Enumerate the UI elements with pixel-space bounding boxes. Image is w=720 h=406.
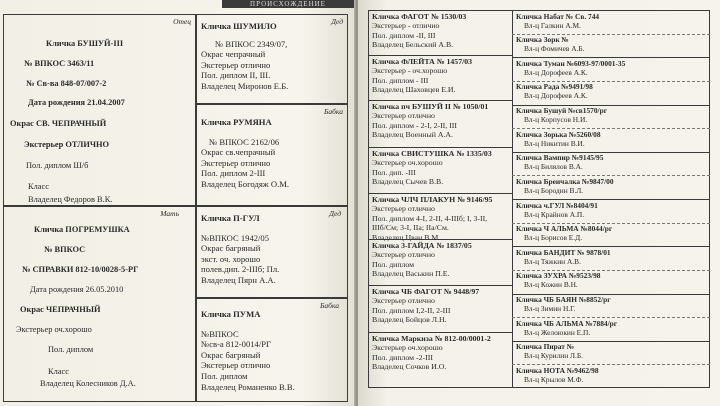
great-grandparent-line: IIIб/См; 3-I, IIа; IIа/См. — [372, 223, 449, 233]
great-great-grandparent-line: Кличка Рада №9491/98 — [516, 82, 593, 92]
row-divider — [368, 147, 512, 148]
gm1-line: Владелец Богодяж О.М. — [201, 178, 290, 189]
great-great-grandparent-line: Кличка НОТА №9462/98 — [516, 365, 599, 375]
great-great-grandparent-card — [516, 59, 706, 81]
father-sv: № Св-ва 848-07/007-2 — [26, 79, 107, 88]
section-title: ПРОИСХОЖДЕНИЕ — [222, 0, 354, 8]
gf2-line: Владелец Пярн А.А. — [201, 274, 276, 285]
great-grandparent-line: Экстерьер отлично — [372, 111, 435, 121]
mother-diploma: Пол. диплом — [48, 345, 94, 354]
gm1-line: Пол. диплом 2-III — [201, 168, 266, 179]
gm1-line: Кличка РУМЯНА — [201, 117, 272, 127]
row-divider — [368, 285, 512, 286]
great-great-grandparent-card — [516, 82, 706, 104]
row-divider — [368, 332, 512, 333]
gf1-line: № ВПКОС 2349/07, — [215, 38, 288, 49]
grandfather-maternal-role: Дед — [329, 209, 341, 218]
great-great-grandparent-line: Кличка Пират № — [516, 342, 575, 352]
gf2-line: Окрас багряный — [201, 243, 261, 254]
great-grandparent-card — [372, 195, 510, 242]
great-great-grandparent-card — [516, 295, 706, 317]
great-grandparent-line: Владелец Сычев В.В. — [372, 177, 444, 187]
gf1-line: Владелец Миронов Е.Б. — [201, 80, 289, 91]
grandmother-maternal-card — [196, 298, 348, 402]
mother-name: Кличка ПОГРЕМУШКА — [34, 225, 130, 234]
great-grandparent-line: Кличка ЧБ ФАГОТ № 9448/97 — [372, 287, 480, 296]
great-great-grandparent-line: Кличка ч.ГУЛ №8404/91 — [516, 200, 598, 210]
gm2-line: Окрас багряный — [201, 349, 261, 360]
great-grandparent-line: Владелец Бойцов Л.Н. — [372, 315, 447, 325]
mother-owner: Владелец Колесников Д.А. — [40, 379, 136, 388]
great-grandparent-line: Кличка 3-ГАЙДА № 1837/05 — [372, 241, 472, 250]
father-card — [3, 14, 196, 206]
great-great-grandparent-line: Вл-ц Желоюкин Е.П. — [524, 327, 591, 337]
grandmother-paternal-card — [196, 104, 348, 206]
mother-sv: № СПРАВКИ 812-10/0028-5-РГ — [22, 265, 139, 274]
gm1-line: Экстерьер отлично — [201, 157, 271, 168]
great-great-grandparent-line: Вл-ц Галкин А.М. — [524, 20, 581, 30]
great-great-grandparent-card — [516, 12, 706, 34]
great-grandparent-line: Кличка ФАГОТ № 1530/03 — [372, 12, 467, 21]
father-owner: Владелец Федоров В.К. — [28, 195, 113, 204]
great-grandparent-line: Пол. дип. -III — [372, 167, 416, 177]
great-grandparent-line: Владелец Васькин П.Е. — [372, 269, 450, 279]
mother-class: Класс — [48, 367, 69, 376]
great-grandparent-line: Владелец Военный А.А. — [372, 130, 453, 140]
great-great-grandparent-line: Вл-ц Дорофеев А.К. — [524, 91, 588, 101]
great-grandparent-line: Владелец Сочков И.О. — [372, 362, 447, 372]
gm2-line: Кличка ПУМА — [201, 309, 261, 319]
great-great-grandparent-line: Кличка Бушуй №св1570/рг — [516, 106, 608, 115]
great-great-grandparent-line: Кличка Набат № Св. 744 — [516, 11, 600, 21]
great-great-grandparent-line: Вл-ц Тяжкин А.В. — [524, 256, 581, 266]
row-divider — [368, 55, 512, 56]
great-great-grandparent-card — [516, 319, 706, 341]
great-great-grandparent-card — [516, 342, 706, 364]
great-great-grandparent-line: Кличка Вампир №9145/95 — [516, 153, 604, 163]
great-great-grandparent-line: Кличка ЧБ АЛЬМА №7884/рг — [516, 318, 618, 328]
great-great-grandparent-line: Кличка ЗУХРА №9523/98 — [516, 271, 601, 281]
father-exterior: Экстерьер ОТЛИЧНО — [24, 140, 110, 149]
great-great-grandparent-line: Вл-ц Билялов В.А. — [524, 162, 583, 172]
great-grandparent-line: Экстерьер отлично — [372, 250, 435, 260]
great-grandparent-line: Пол. диплом 4-I, 2-II, 4-IIIб; I, 3-II, — [372, 213, 488, 223]
great-great-grandparent-line: Кличка Зорька №5260/08 — [516, 129, 601, 139]
great-grandparent-line: Владелец Цван В.М. — [372, 232, 441, 242]
grandmother-maternal-role: Бабка — [319, 301, 339, 310]
great-great-grandparent-card — [516, 35, 706, 57]
great-grandparent-line: Экстерьер - отлично — [372, 21, 440, 31]
great-great-grandparent-line: Вл-ц Борисов Е.Д. — [524, 233, 583, 243]
great-great-grandparent-line: Кличка Бренчалка №9847/00 — [516, 176, 614, 186]
mother-card — [3, 206, 196, 402]
father-class: Класс — [28, 182, 49, 191]
great-grandparent-line: Кличка Маркиза № 812-00/0001-2 — [372, 334, 491, 343]
gf2-line: №ВПКОС 1942/05 — [201, 232, 270, 243]
father-dob: Дата рождения 21.04.2007 — [28, 98, 125, 107]
great-great-grandparent-card — [516, 366, 706, 388]
gf2-line: полев.дип. 2-IIIб; Пл. — [201, 264, 280, 275]
great-grandparent-line: Владелец Шаховцев Е.И. — [372, 85, 456, 95]
great-grandparent-line: Экстерьер отлично — [372, 204, 435, 214]
great-great-grandparent-line: Вл-ц Бородин В.Л. — [524, 185, 584, 195]
great-great-grandparent-line: Кличка Зорк № — [516, 35, 569, 45]
great-great-grandparent-card — [516, 224, 706, 246]
great-great-grandparent-line: Кличка БАНДИТ № 9878/01 — [516, 247, 611, 257]
great-grandparent-line: Экстерьер - оч.хорошо — [372, 66, 448, 76]
great-great-grandparent-card — [516, 201, 706, 223]
gm2-line: Пол. диплом — [201, 370, 248, 381]
great-great-grandparent-line: Вл-ц Никитин В.И. — [524, 138, 585, 148]
father-color: Окрас СВ. ЧЕПРАЧНЫЙ — [10, 119, 107, 128]
great-great-grandparent-card — [516, 271, 706, 293]
gm1-line: № ВПКОС 2162/06 — [209, 136, 280, 147]
grandfather-maternal-card — [196, 206, 348, 298]
right-page — [358, 0, 720, 406]
great-grandparent-card — [372, 149, 510, 192]
grandfather-paternal-role: Дед — [331, 17, 343, 26]
great-grandparent-line: Пол. диплом - III — [372, 75, 429, 85]
father-diploma: Пол. диплом Ш/б — [26, 161, 89, 170]
great-grandparent-line: Экстерьер отлично — [372, 296, 435, 306]
great-grandparent-line: Экстерьер оч.хорошо — [372, 158, 443, 168]
great-great-grandparent-card — [516, 248, 706, 270]
mother-color: Окрас ЧЕПРАЧНЫЙ — [20, 305, 101, 314]
great-great-grandparent-card — [516, 130, 706, 152]
great-grandparent-line: Пол. диплом I,2-II, 2-III — [372, 305, 451, 315]
great-great-grandparent-line: Вл-ц Зимин Н.Г. — [524, 304, 576, 313]
great-grandparent-line: Пол. диплом -2-III — [372, 352, 433, 362]
left-page — [0, 0, 356, 406]
great-grandparent-line: Кличка пч БУШУЙ II № 1050/01 — [372, 102, 489, 111]
great-grandparent-line: Пол. диплом - 2-I, 2-II, III — [372, 120, 457, 130]
great-great-grandparent-line: Вл-ц Кожин В.Н. — [524, 280, 578, 290]
gf2-line: экст. оч. хорошо — [201, 253, 261, 264]
gm2-line: Владелец Романенко В.В. — [201, 381, 295, 392]
great-great-grandparent-line: Вл-ц Фомичев А.Б. — [524, 44, 585, 54]
great-grandparent-line: Кличка ЧЛЧ ПЛАКУН № 9146/95 — [372, 195, 493, 204]
great-great-grandparent-line: Кличка Ч АЛЬМА №8044/рг — [516, 224, 613, 234]
gf2-line: Кличка П-ГУЛ — [201, 213, 260, 223]
gf1-line: Экстерьер отлично — [201, 59, 271, 70]
great-grandparent-card — [372, 287, 510, 331]
great-grandparent-line: Владелец Бельский А.В. — [372, 40, 454, 50]
gm2-line: Экстерьер отлично — [201, 360, 271, 371]
great-grandparent-line: Пол. диплом — [372, 259, 415, 269]
gf1-line: Окрас чепрачный — [201, 49, 266, 60]
grandmother-paternal-role: Бабка — [323, 107, 343, 116]
grandfather-paternal-card — [196, 14, 348, 104]
mother-exterior: Экстерьер оч.хорошо — [16, 325, 92, 334]
row-divider — [368, 239, 512, 240]
great-grandparent-line: Пол. диплом -II, III — [372, 30, 436, 40]
great-great-grandparent-line: Вл-ц Крайнов А.П. — [524, 209, 585, 219]
mother-vkos: № ВПКОС — [44, 245, 86, 254]
great-great-grandparent-line: Вл-ц Корпусов Н.И. — [524, 115, 588, 124]
gm1-line: Окрас св.чепрачный — [201, 147, 276, 158]
great-great-grandparent-card — [516, 177, 706, 199]
great-great-grandparent-line: Кличка Туман №6093-97/0001-35 — [516, 58, 626, 68]
gf1-line: Кличка ШУМИЛО — [201, 21, 277, 31]
great-great-grandparent-line: Кличка ЧБ БАЯН №8852/рг — [516, 295, 611, 304]
great-great-grandparent-card — [516, 153, 706, 175]
gm2-line: №св-а 812-0014/РГ — [201, 339, 271, 350]
great-grandparent-card — [372, 334, 510, 387]
gf1-line: Пол. диплом II, III. — [201, 70, 271, 81]
great-grandparent-line: Кличка СВИСТУШКА № 1335/03 — [372, 149, 492, 158]
gm2-line: №ВПКОС — [201, 328, 239, 339]
great-grandparent-card — [372, 102, 510, 146]
great-grandparent-line: Экстерьер оч.хорошо — [372, 343, 443, 353]
father-role: Отец — [173, 17, 191, 26]
great-great-grandparent-line: Вл-ц Крылов М.Ф. — [524, 374, 584, 384]
great-grandparent-card — [372, 57, 510, 99]
great-grandparent-card — [372, 241, 510, 284]
great-grandparent-line: Кличка ФЛЕЙТА № 1457/03 — [372, 57, 473, 66]
mother-role: Мать — [160, 209, 179, 218]
row-divider — [368, 100, 512, 101]
father-name: Кличка БУШУЙ-III — [46, 39, 124, 48]
great-grandparent-card — [372, 12, 510, 54]
row-divider — [368, 193, 512, 194]
great-great-grandparent-card — [516, 106, 706, 128]
mother-dob: Дата рождения 26.05.2010 — [30, 285, 124, 294]
great-great-grandparent-line: Вл-ц Курилин Л.Б. — [524, 351, 583, 361]
father-vkos: № ВПКОС 3463/11 — [24, 59, 95, 68]
great-great-grandparent-line: Вл-ц Дорофеев А.К. — [524, 67, 588, 77]
